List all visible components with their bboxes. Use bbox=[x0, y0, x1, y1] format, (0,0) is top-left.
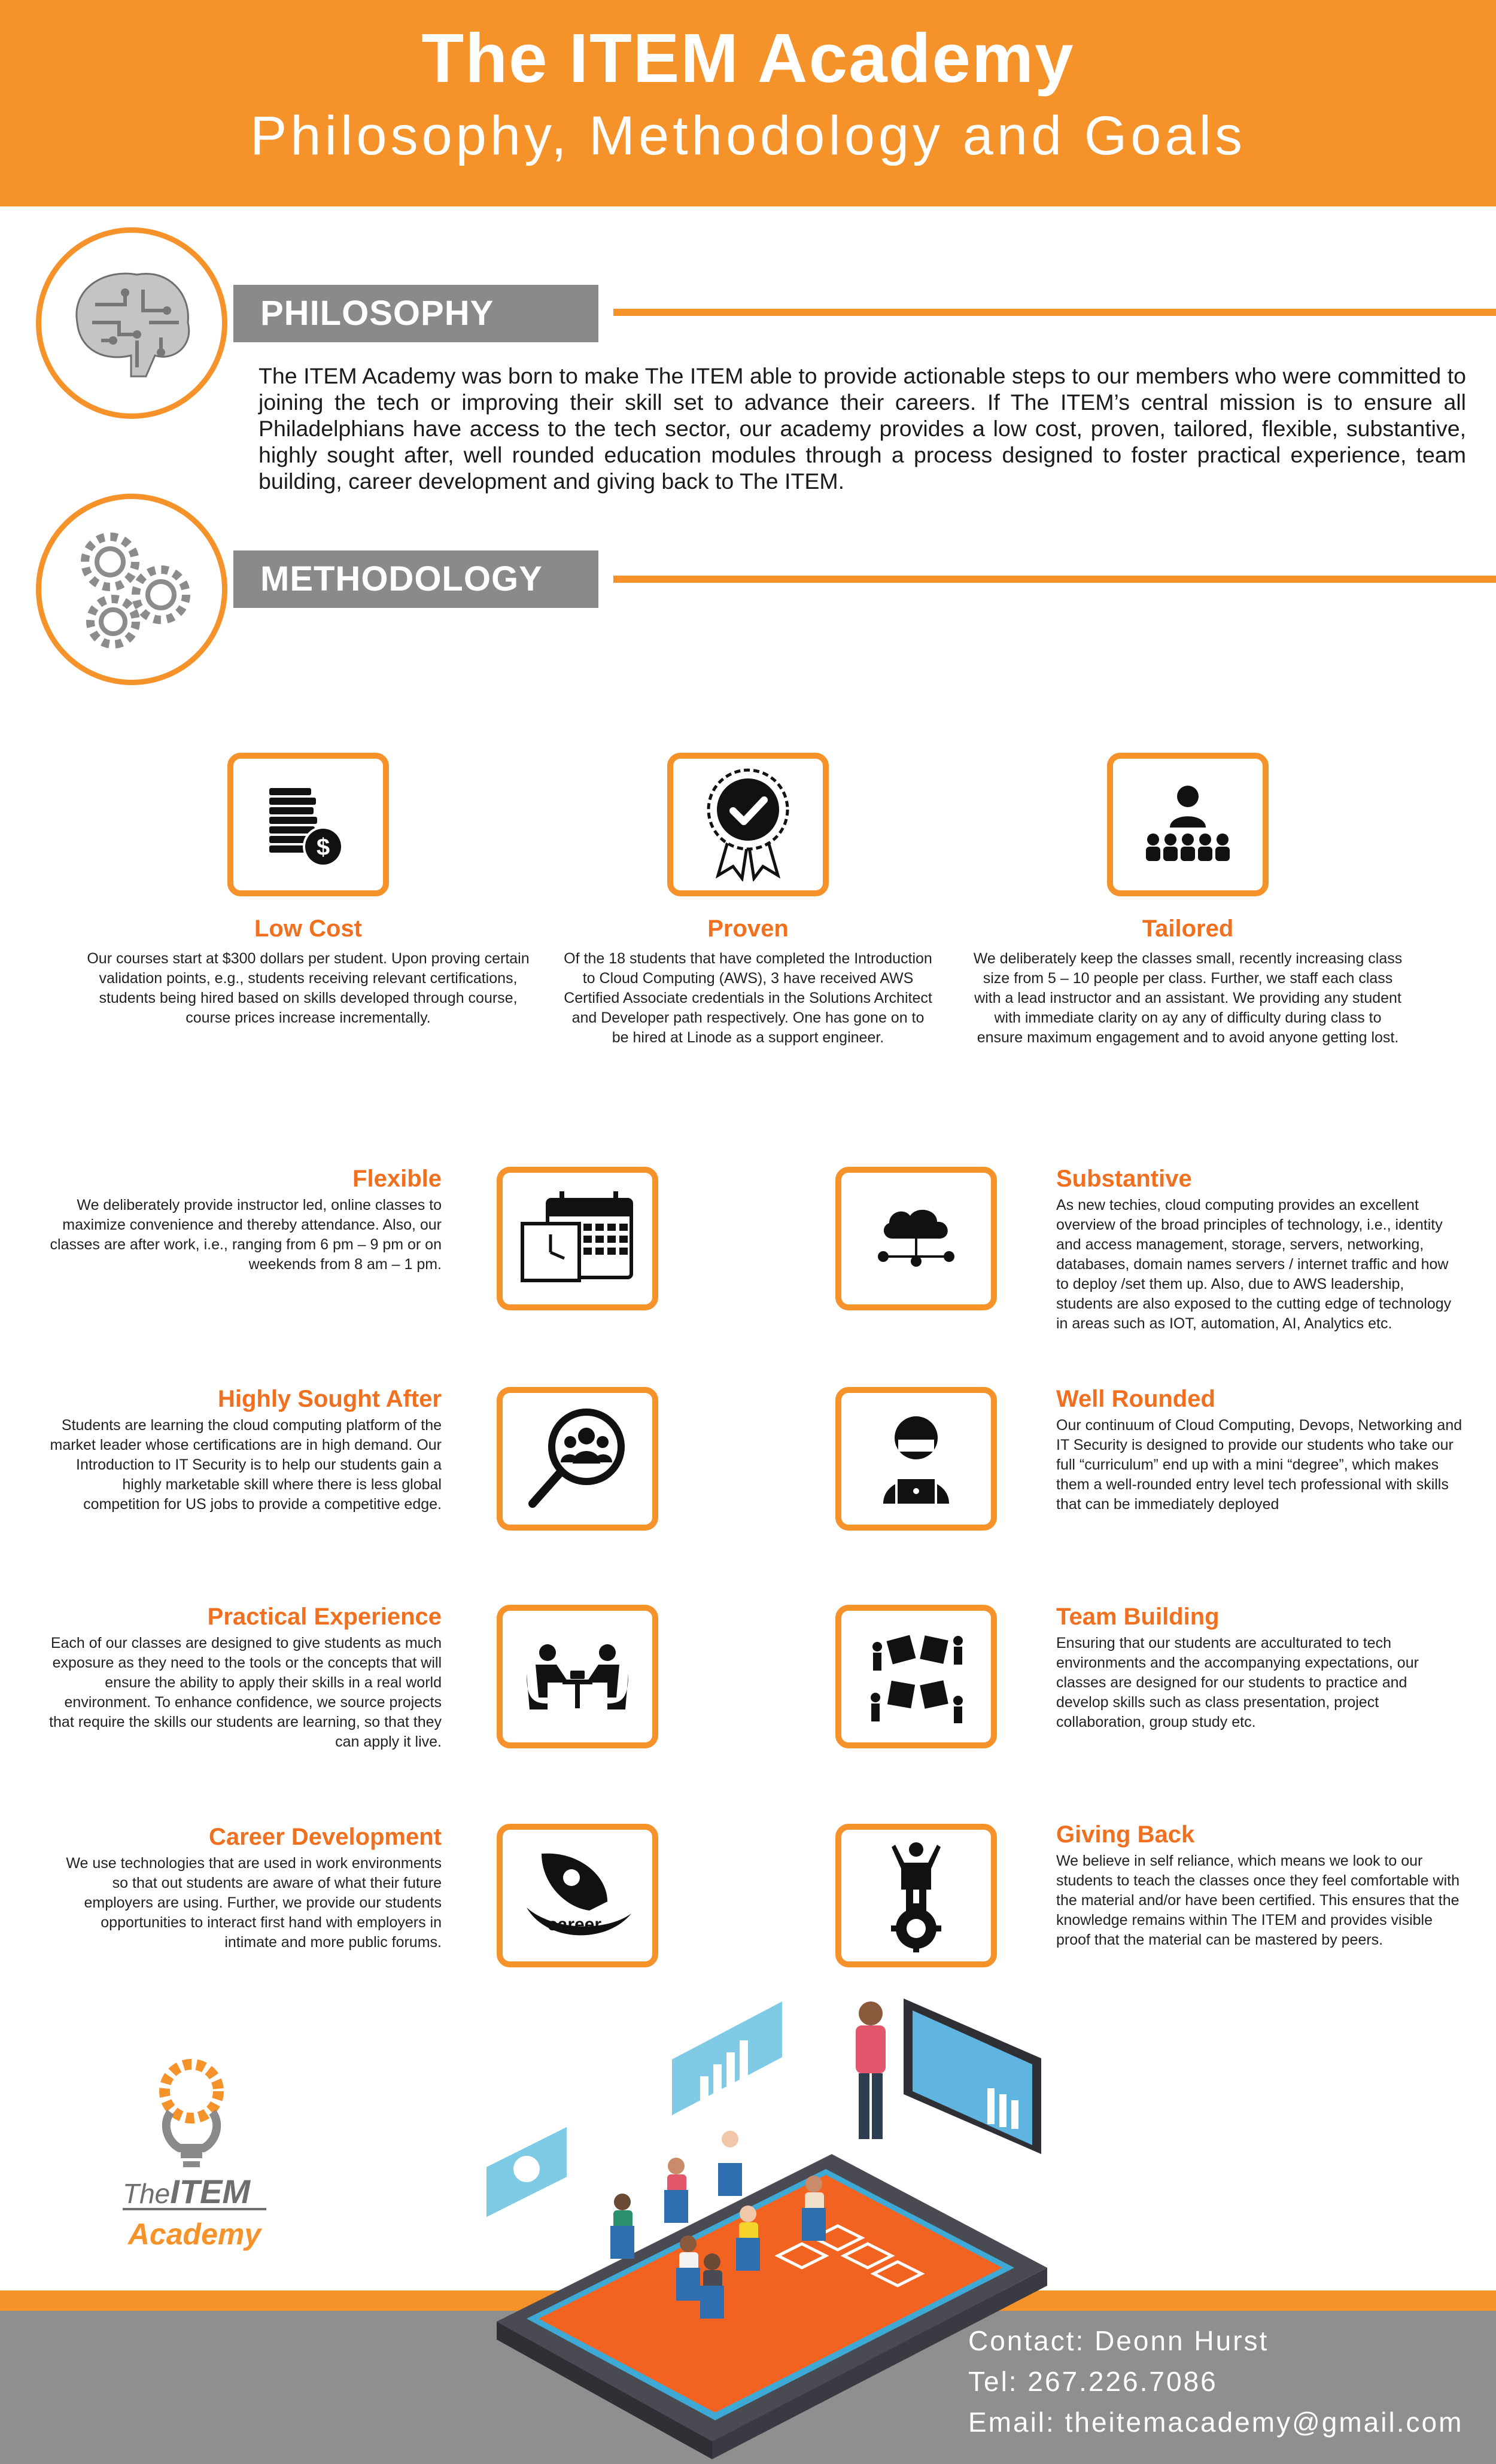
philosophy-rule bbox=[613, 309, 1496, 316]
team-icon-box bbox=[835, 1605, 997, 1748]
cloud-network-icon bbox=[871, 1203, 961, 1274]
substantive-icon-box bbox=[835, 1167, 997, 1310]
practical-title: Practical Experience bbox=[207, 1604, 442, 1630]
flexible-icon-box bbox=[497, 1167, 658, 1310]
flexible-text: We deliberately provide instructor led, online classes to maximize convenience and thereby attendance. Also, our classes are after work, i.e., ranging from 6 pm – 9 pm or on weekends from 8 am – 1 pm. bbox=[50, 1197, 442, 1273]
gears-icon bbox=[41, 499, 222, 680]
substantive-text: As new techies, cloud computing provides an excellent overview of the broad principles of technology, i.e., identity and access management, storage, servers, networking, databases, domain names servers / internet traffic and how to deploy /set them up. Also, due to AWS leadership, students are also exposed to the cutting edge of technology in areas such as IOT, automation, AI, Analytics etc. bbox=[1056, 1197, 1452, 1332]
svg-text:$: $ bbox=[316, 834, 330, 860]
well-rounded-title: Well Rounded bbox=[1056, 1386, 1215, 1412]
team-text: Ensuring that our students are acculturated to tech environments and the accompanying expectations, our classes are designed for our students to practice and develop skills such as class presentation, project collaboration, group study etc. bbox=[1056, 1635, 1419, 1730]
page-title: The ITEM Academy bbox=[421, 19, 1075, 97]
contact-name: Contact: Deonn Hurst bbox=[968, 2325, 1269, 2356]
contact-email[interactable]: Email: theitemacademy@gmail.com bbox=[968, 2407, 1464, 2438]
methodology-heading: METHODOLOGY bbox=[233, 550, 598, 608]
career-icon-box bbox=[497, 1824, 658, 1967]
tailored-title: Tailored bbox=[1142, 915, 1234, 942]
philosophy-icon-circle bbox=[36, 227, 227, 419]
giving-title: Giving Back bbox=[1056, 1821, 1195, 1848]
tailored-text: We deliberately keep the classes small, recently increasing class size from 5 – 10 people per class. Further, we staff each class with a lead instructor and an assistant. We providing any student with immediate clarity on ay any of difficulty during class to ensure maximum engagement and to avoid anyone getting lost. bbox=[973, 950, 1403, 1046]
methodology-icon-circle bbox=[36, 494, 227, 685]
lightbulb-gear-icon bbox=[138, 2058, 245, 2178]
magnifier-people-icon bbox=[524, 1405, 631, 1513]
highly-sought-icon-box bbox=[497, 1387, 658, 1531]
page-subtitle: Philosophy, Methodology and Goals bbox=[250, 105, 1246, 166]
highly-sought-title: Highly Sought After bbox=[217, 1386, 442, 1412]
philosophy-heading: PHILOSOPHY bbox=[233, 285, 598, 342]
well-rounded-text: Our continuum of Cloud Computing, Devops, Networking and IT Security is designed to provide our students who take our full “curriculum” end up with a mini “degree”, which makes them a well-rounded entry level tech professional with skills that can be immediately deployed bbox=[1056, 1417, 1462, 1513]
teacher-figure bbox=[856, 2001, 886, 2139]
proven-text: Of the 18 students that have completed the Introduction to Cloud Computing (AWS), 3 have received AWS Certified Associate credentials in the Solutions Architect and Developer path respectively. One has gone on to be hired at Linode as a support engineer. bbox=[564, 950, 932, 1046]
proven-icon-box bbox=[667, 753, 829, 896]
logo-the: The bbox=[123, 2178, 171, 2209]
career-text: We use technologies that are used in work environments so that out students are aware of what their future employers are using. Further, we provide our students opportunities to interact first hand with employers in intimate and more public forums. bbox=[66, 1855, 442, 1951]
methodology-rule bbox=[613, 576, 1496, 583]
contact-tel[interactable]: Tel: 267.226.7086 bbox=[968, 2366, 1218, 2397]
badge-check-icon bbox=[703, 768, 793, 881]
flexible-title: Flexible bbox=[352, 1166, 442, 1192]
contact-block bbox=[968, 2320, 1483, 2442]
proven-title: Proven bbox=[707, 915, 789, 942]
practical-icon-box bbox=[497, 1605, 658, 1748]
career-icon-label: career bbox=[547, 1915, 602, 1934]
person-laptop-icon bbox=[871, 1411, 961, 1507]
person-gear-icon bbox=[871, 1839, 961, 1952]
low-cost-icon-box bbox=[227, 753, 389, 896]
brain-circuit-icon bbox=[41, 233, 222, 413]
header-banner bbox=[0, 0, 1496, 206]
well-rounded-icon-box bbox=[835, 1387, 997, 1531]
practical-text: Each of our classes are designed to give students as much exposure as they need to the tools or the concepts that will ensure the ability to apply their skills in a real world environment. To enhance confidence, we source projects that require the skills our students are learning, so that they can apply it live. bbox=[49, 1635, 442, 1750]
logo-academy: Academy bbox=[127, 2217, 262, 2251]
giving-text: We believe in self reliance, which means we look to our students to teach the classes once they feel comfortable with the material and/or have been certified. This ensures that the knowledge remains within The ITEM and provides visible proof that the material can be mastered by peers. bbox=[1056, 1852, 1459, 1948]
tailored-icon-box bbox=[1107, 753, 1269, 896]
puzzle-team-icon bbox=[862, 1626, 970, 1727]
low-cost-title: Low Cost bbox=[254, 915, 362, 942]
academy-logo bbox=[108, 2058, 275, 2274]
classroom-icon bbox=[1140, 780, 1236, 869]
meeting-icon bbox=[524, 1638, 631, 1715]
rocket-career-icon bbox=[518, 1842, 637, 1949]
coins-dollar-icon bbox=[263, 780, 353, 869]
logo-item: ITEM bbox=[170, 2173, 251, 2210]
team-title: Team Building bbox=[1056, 1604, 1220, 1630]
phone-body bbox=[497, 2154, 1047, 2459]
floating-screens bbox=[485, 1998, 1041, 2220]
calendar-clock-icon bbox=[518, 1188, 637, 1289]
substantive-title: Substantive bbox=[1056, 1166, 1192, 1192]
giving-icon-box bbox=[835, 1824, 997, 1967]
career-title: Career Development bbox=[208, 1824, 442, 1850]
low-cost-text: Our courses start at $300 dollars per student. Upon proving certain validation points, e.g., students receiving relevant certifications, students being hired based on skills developed through course, course prices increase incrementally. bbox=[87, 950, 530, 1026]
highly-sought-text: Students are learning the cloud computing platform of the market leader whose certifications are in high demand. Our Introduction to IT Security is to help our students gain a highly marketable skill where there is less global competition for US jobs to provide a competitive edge. bbox=[50, 1417, 442, 1513]
philosophy-text: The ITEM Academy was born to make The ITEM able to provide actionable steps to our members who were committed to joining the tech or improving their skill set to advance their careers. If The ITEM’s central mission is to ensure all Philadelphians have access to the tech sector, our academy provides a low cost, proven, tailored, flexible, substantive, highly sought after, well rounded education modules through a process designed to foster practical experience, team building, career development and giving back to The ITEM. bbox=[259, 363, 1466, 494]
